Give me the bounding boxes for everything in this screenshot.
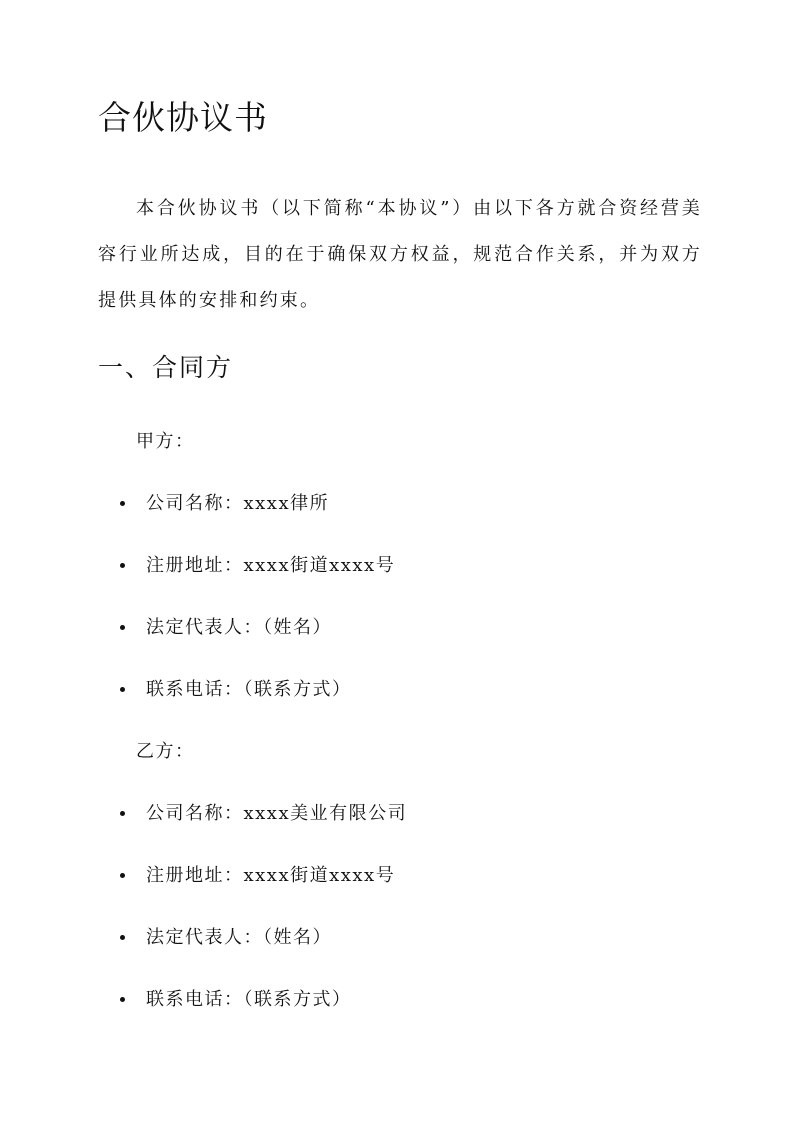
intro-paragraph: 本合伙协议书（以下简称“本协议”）由以下各方就合资经营美容行业所达成，目的在于确保双方权益，规范合作关系，并为双方提供具体的安排和约束。 — [98, 198, 702, 311]
party-b-phone: 联系电话：（联系方式） — [146, 989, 352, 1010]
party-b-registered-address: 注册地址：xxxx街道xxxx号 — [146, 865, 396, 886]
bullet-icon — [120, 563, 125, 568]
bullet-icon — [120, 501, 125, 506]
party-a-label: 甲方： — [136, 431, 195, 452]
bullet-icon — [120, 811, 125, 816]
bullet-icon — [120, 873, 125, 878]
party-b-company-name: 公司名称：xxxx美业有限公司 — [146, 803, 408, 824]
party-b-label: 乙方： — [136, 741, 195, 762]
party-a-registered-address: 注册地址：xxxx街道xxxx号 — [146, 555, 396, 576]
bullet-icon — [120, 687, 125, 692]
party-a-phone: 联系电话：（联系方式） — [146, 679, 352, 700]
bullet-icon — [120, 935, 125, 940]
party-a-company-name: 公司名称：xxxx律所 — [146, 493, 330, 514]
bullet-icon — [120, 625, 125, 630]
party-a-legal-representative: 法定代表人：（姓名） — [146, 617, 332, 638]
bullet-icon — [120, 997, 125, 1002]
document-title: 合伙协议书 — [98, 98, 268, 137]
party-b-legal-representative: 法定代表人：（姓名） — [146, 927, 332, 948]
section-heading-parties: 一、合同方 — [98, 353, 234, 382]
